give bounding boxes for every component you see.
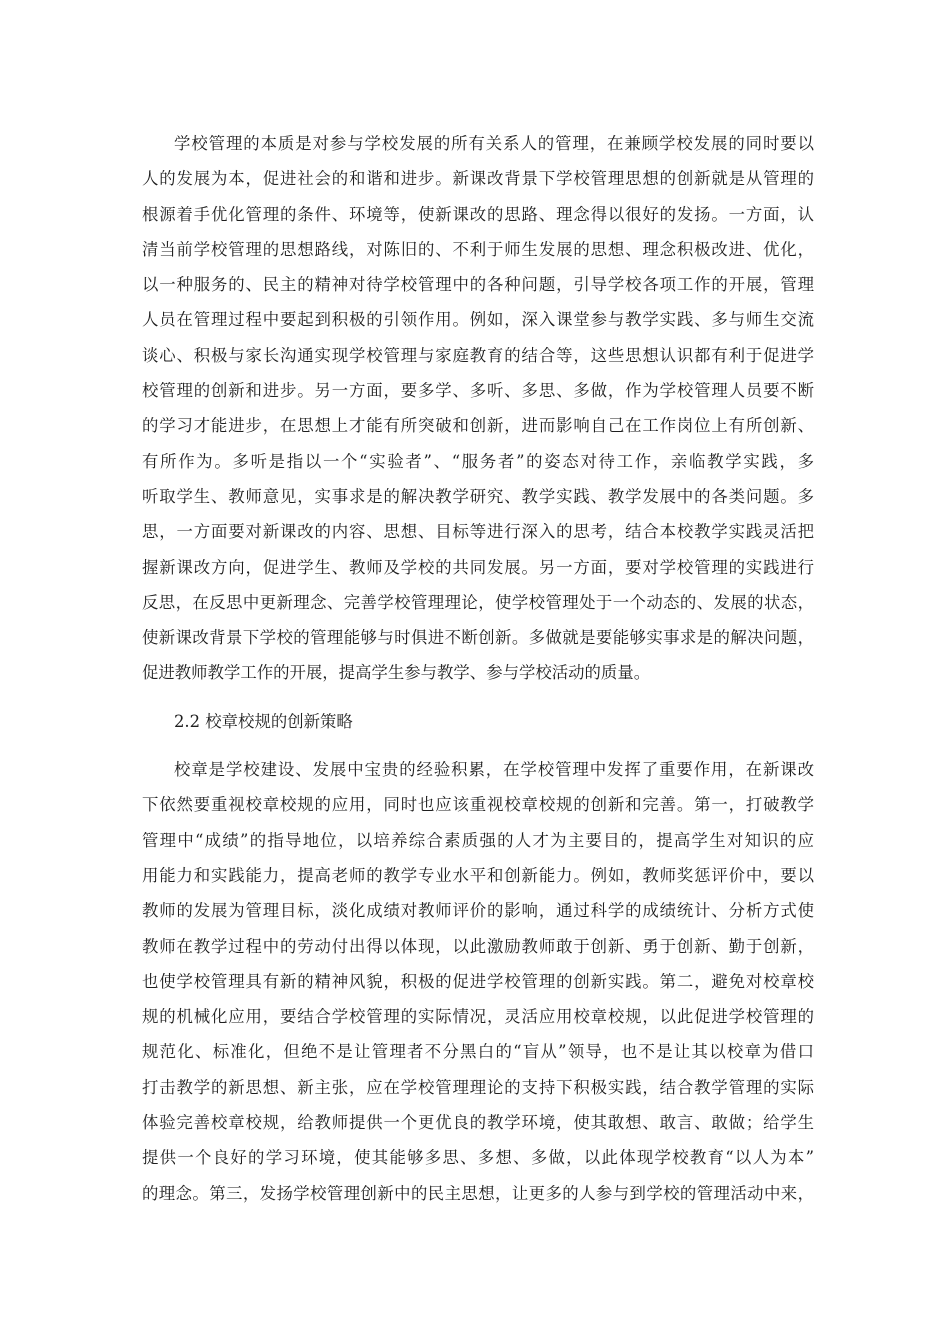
spacer <box>142 691 814 704</box>
paragraph-line: 校管理的创新和进步。另一方面，要多学、多听、多思、多做，作为学校管理人员要不断 <box>142 381 814 401</box>
paragraph-line: 规范化、标准化，但绝不是让管理者不分黑白的“盲从”领导，也不是让其以校章为借口 <box>142 1042 814 1062</box>
paragraph-line: 握新课改方向，促进学生、教师及学校的共同发展。另一方面，要对学校管理的实践进行 <box>142 557 814 577</box>
paragraph-line: 使新课改背景下学校的管理能够与时俱进不断创新。多做就是要能够实事求是的解决问题， <box>142 628 814 648</box>
paragraph-line: 人员在管理过程中要起到积极的引领作用。例如，深入课堂参与教学实践、多与师生交流 <box>142 310 814 330</box>
paragraph-line: 人的发展为本，促进社会的和谐和进步。新课改背景下学校管理思想的创新就是从管理的 <box>142 169 814 189</box>
paragraph-line: 的理念。第三，发扬学校管理创新中的民主思想，让更多的人参与到学校的管理活动中来， <box>142 1183 814 1203</box>
paragraph-line: 根源着手优化管理的条件、环境等，使新课改的思路、理念得以很好的发扬。一方面，认 <box>142 204 814 224</box>
spacer <box>142 739 814 752</box>
paragraph-school-management <box>142 126 814 691</box>
paragraph-line: 管理中“成绩”的指导地位，以培养综合素质强的人才为主要目的，提高学生对知识的应 <box>142 830 814 850</box>
paragraph-line: 教师的发展为管理目标，淡化成绩对教师评价的影响，通过科学的成绩统计、分析方式使 <box>142 901 814 921</box>
paragraph-line: 促进教师教学工作的开展，提高学生参与教学、参与学校活动的质量。 <box>142 663 651 683</box>
paragraph-line: 校章是学校建设、发展中宝贵的经验积累，在学校管理中发挥了重要作用，在新课改 <box>174 760 814 780</box>
paragraph-line: 打击教学的新思想、新主张，应在学校管理理论的支持下积极实践，结合教学管理的实际 <box>142 1077 814 1097</box>
paragraph-line: 教师在教学过程中的劳动付出得以体现，以此激励教师敢于创新、勇于创新、勤于创新， <box>142 936 814 956</box>
paragraph-school-rules <box>142 752 814 1211</box>
paragraph-line: 清当前学校管理的思想路线，对陈旧的、不利于师生发展的思想、理念积极改进、优化， <box>142 239 814 259</box>
paragraph-line: 思，一方面要对新课改的内容、思想、目标等进行深入的思考，结合本校教学实践灵活把 <box>142 522 814 542</box>
paragraph-line: 听取学生、教师意见，实事求是的解决教学研究、教学实践、教学发展中的各类问题。多 <box>142 486 814 506</box>
paragraph-line: 谈心、积极与家长沟通实现学校管理与家庭教育的结合等，这些思想认识都有利于促进学 <box>142 345 814 365</box>
section-heading: 2.2 校章校规的创新策略 <box>174 711 353 731</box>
paragraph-line: 用能力和实践能力，提高老师的教学专业水平和创新能力。例如，教师奖惩评价中，要以 <box>142 865 814 885</box>
paragraph-line: 反思，在反思中更新理念、完善学校管理理论，使学校管理处于一个动态的、发展的状态， <box>142 592 814 612</box>
paragraph-line: 下依然要重视校章校规的应用，同时也应该重视校章校规的创新和完善。第一，打破教学 <box>142 795 814 815</box>
paragraph-line: 有所作为。多听是指以一个“实验者”、“服务者”的姿态对待工作，亲临教学实践，多 <box>142 451 814 471</box>
paragraph-line: 学校管理的本质是对参与学校发展的所有关系人的管理，在兼顾学校发展的同时要以 <box>174 134 814 153</box>
paragraph-line: 也使学校管理具有新的精神风貌，积极的促进学校管理的创新实践。第二，避免对校章校 <box>142 971 814 991</box>
paragraph-line: 体验完善校章校规，给教师提供一个更优良的教学环境，使其敢想、敢言、敢做；给学生 <box>142 1113 814 1133</box>
paragraph-line: 的学习才能进步，在思想上才能有所突破和创新，进而影响自己在工作岗位上有所创新、 <box>142 416 814 436</box>
document-body <box>142 126 814 1211</box>
paragraph-line: 提供一个良好的学习环境，使其能够多思、多想、多做，以此体现学校教育“以人为本” <box>142 1148 814 1168</box>
paragraph-line: 以一种服务的、民主的精神对待学校管理中的各种问题，引导学校各项工作的开展，管理 <box>142 275 814 295</box>
paragraph-line: 规的机械化应用，要结合学校管理的实际情况，灵活应用校章校规，以此促进学校管理的 <box>142 1007 814 1027</box>
